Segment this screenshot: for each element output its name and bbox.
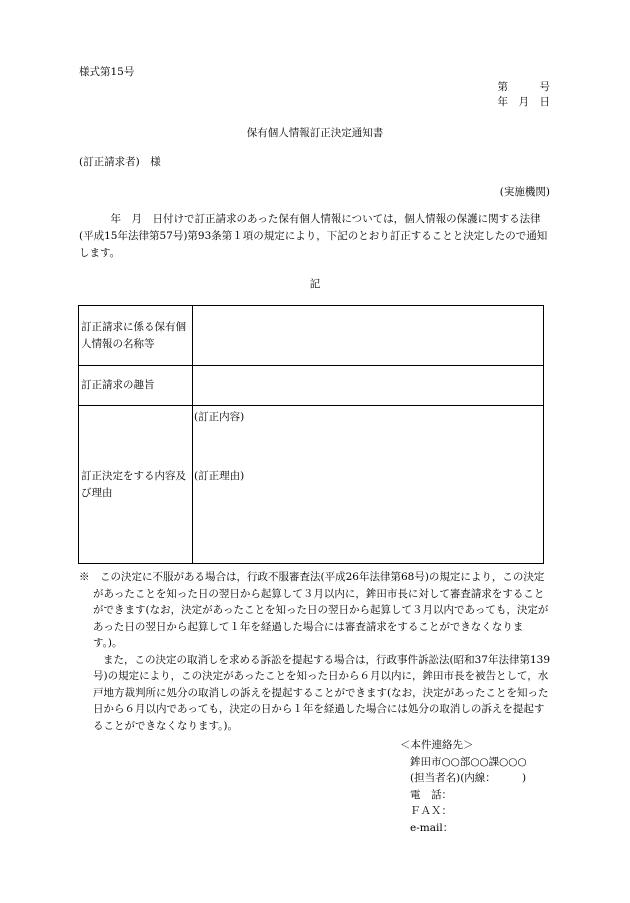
contact-person: (担当者名)(内線： ) xyxy=(410,772,527,784)
table-row xyxy=(79,406,544,564)
document-number-block xyxy=(498,80,551,110)
table-row xyxy=(79,366,544,406)
cell-info-name xyxy=(193,306,544,366)
cell-purpose xyxy=(193,366,544,406)
document-title: 保有個人情報訂正決定通知書 xyxy=(246,127,384,139)
contact-email: e-mail： xyxy=(410,821,454,834)
correction-table xyxy=(78,305,544,564)
form-number: 様式第15号 xyxy=(79,66,135,78)
contact-department: 鉾田市○○部○○課○○○ xyxy=(410,755,527,768)
contact-fax: ＦＡＸ： xyxy=(410,805,452,817)
document-date: 年 月 日 xyxy=(497,96,550,108)
intro-paragraph: 年 月 日付けで訂正請求のあった保有個人情報については，個人情報の保護に関する法律(平成15年法律第57号)第93条第１項の規定により，下記のとおり訂正することと決定したので通知します。 xyxy=(79,213,548,259)
contact-block xyxy=(400,737,527,836)
contact-tel: 電 話： xyxy=(410,788,452,801)
note-paragraph-lawsuit: また，この決定の取消しを求める訴訟を提起する場合は，行政事件訴訟法(昭和37年法律第139号)の規定により，この決定があったことを知った日から６月以内に，鉾田市長を被告として，水戸地方裁判所に処分の取消しの訴えを提起することができます(なお，決定があったことを知った日から６月以内であっても，決定の日から１年を経過した場合には処分の取消しの訴えを提起することができなくなります。)。 xyxy=(93,653,550,732)
correction-content-label: (訂正内容) xyxy=(194,411,245,423)
note-paragraph-review: ※ この決定に不服がある場合は，行政不服審査法(平成26年法律第68号)の規定により，この決定があったことを知った日の翌日から起算して３月以内に，鉾田市長に対して審査請求をすることができます(なお，決定があったことを知った日の翌日から起算して３月以内であっても，決定があった日の翌日から起算して１年を経過した場合には審査請求をすることができなくなります。)。 xyxy=(79,571,549,649)
row-label-info-name: 訂正請求に係る保有個人情報の名称等 xyxy=(79,306,193,366)
correction-reason-label: (訂正理由) xyxy=(194,470,245,482)
implementing-agency: (実施機関) xyxy=(499,186,550,198)
row-label-purpose: 訂正請求の趣旨 xyxy=(79,366,193,406)
appeal-note xyxy=(79,569,551,734)
table-row xyxy=(79,306,544,366)
document-number: 第 号 xyxy=(497,81,550,93)
cell-decision xyxy=(193,406,544,564)
row-label-decision: 訂正決定をする内容及び理由 xyxy=(79,406,193,564)
contact-heading: ＜本件連絡先＞ xyxy=(400,739,474,751)
ki-heading: 記 xyxy=(309,278,321,290)
recipient-line: (訂正請求者) 様 xyxy=(79,156,161,168)
